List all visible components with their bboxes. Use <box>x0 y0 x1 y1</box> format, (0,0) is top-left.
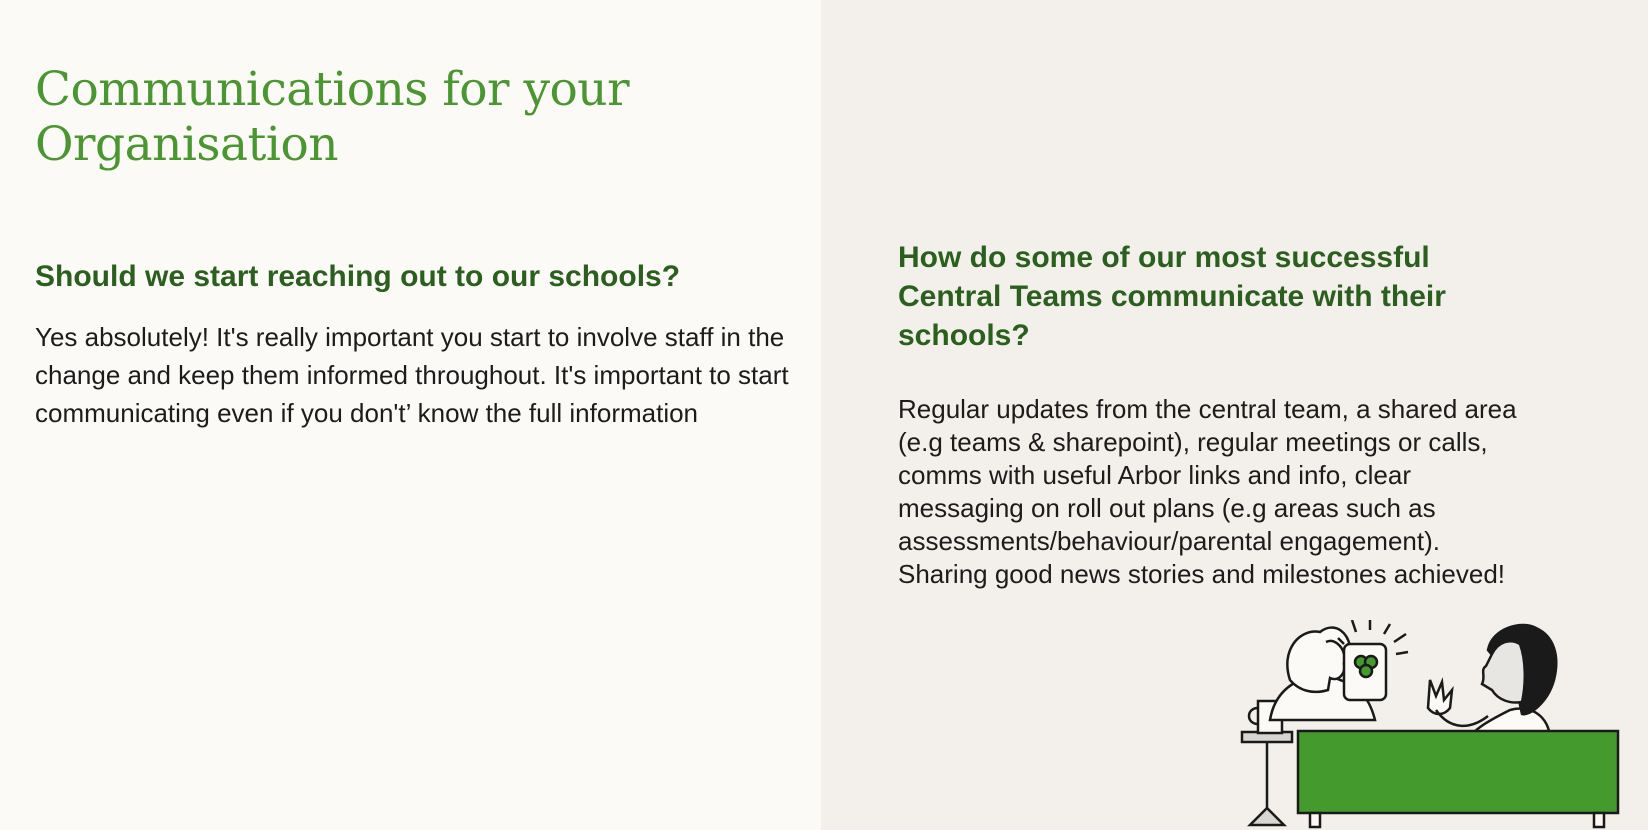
answer-central-teams: Regular updates from the central team, a shared area (e.g teams & sharepoint), regular meetings or calls, comms with useful Arbor links and info, clear messaging on roll out plans (e.g areas such as assessments/behaviour/parental engagement). Sharing good news stories and milestones achieved! <box>898 394 1517 589</box>
two-people-on-sofa-with-tablet-illustration-icon <box>1230 620 1630 830</box>
answer-reach-out: Yes absolutely! It's really important you start to involve staff in the change and keep them informed throughout. It's important to start communicating even if you don't’ know the full information <box>35 322 789 428</box>
tablet-icon <box>1338 620 1408 700</box>
page-title: Communications for your Organisation <box>35 62 630 172</box>
left-panel <box>0 0 821 830</box>
sofa-icon <box>1298 731 1618 827</box>
question-reach-out: Should we start reaching out to our schools? <box>35 260 681 293</box>
question-central-teams: How do some of our most successful Central Teams communicate with their schools? <box>898 241 1446 352</box>
